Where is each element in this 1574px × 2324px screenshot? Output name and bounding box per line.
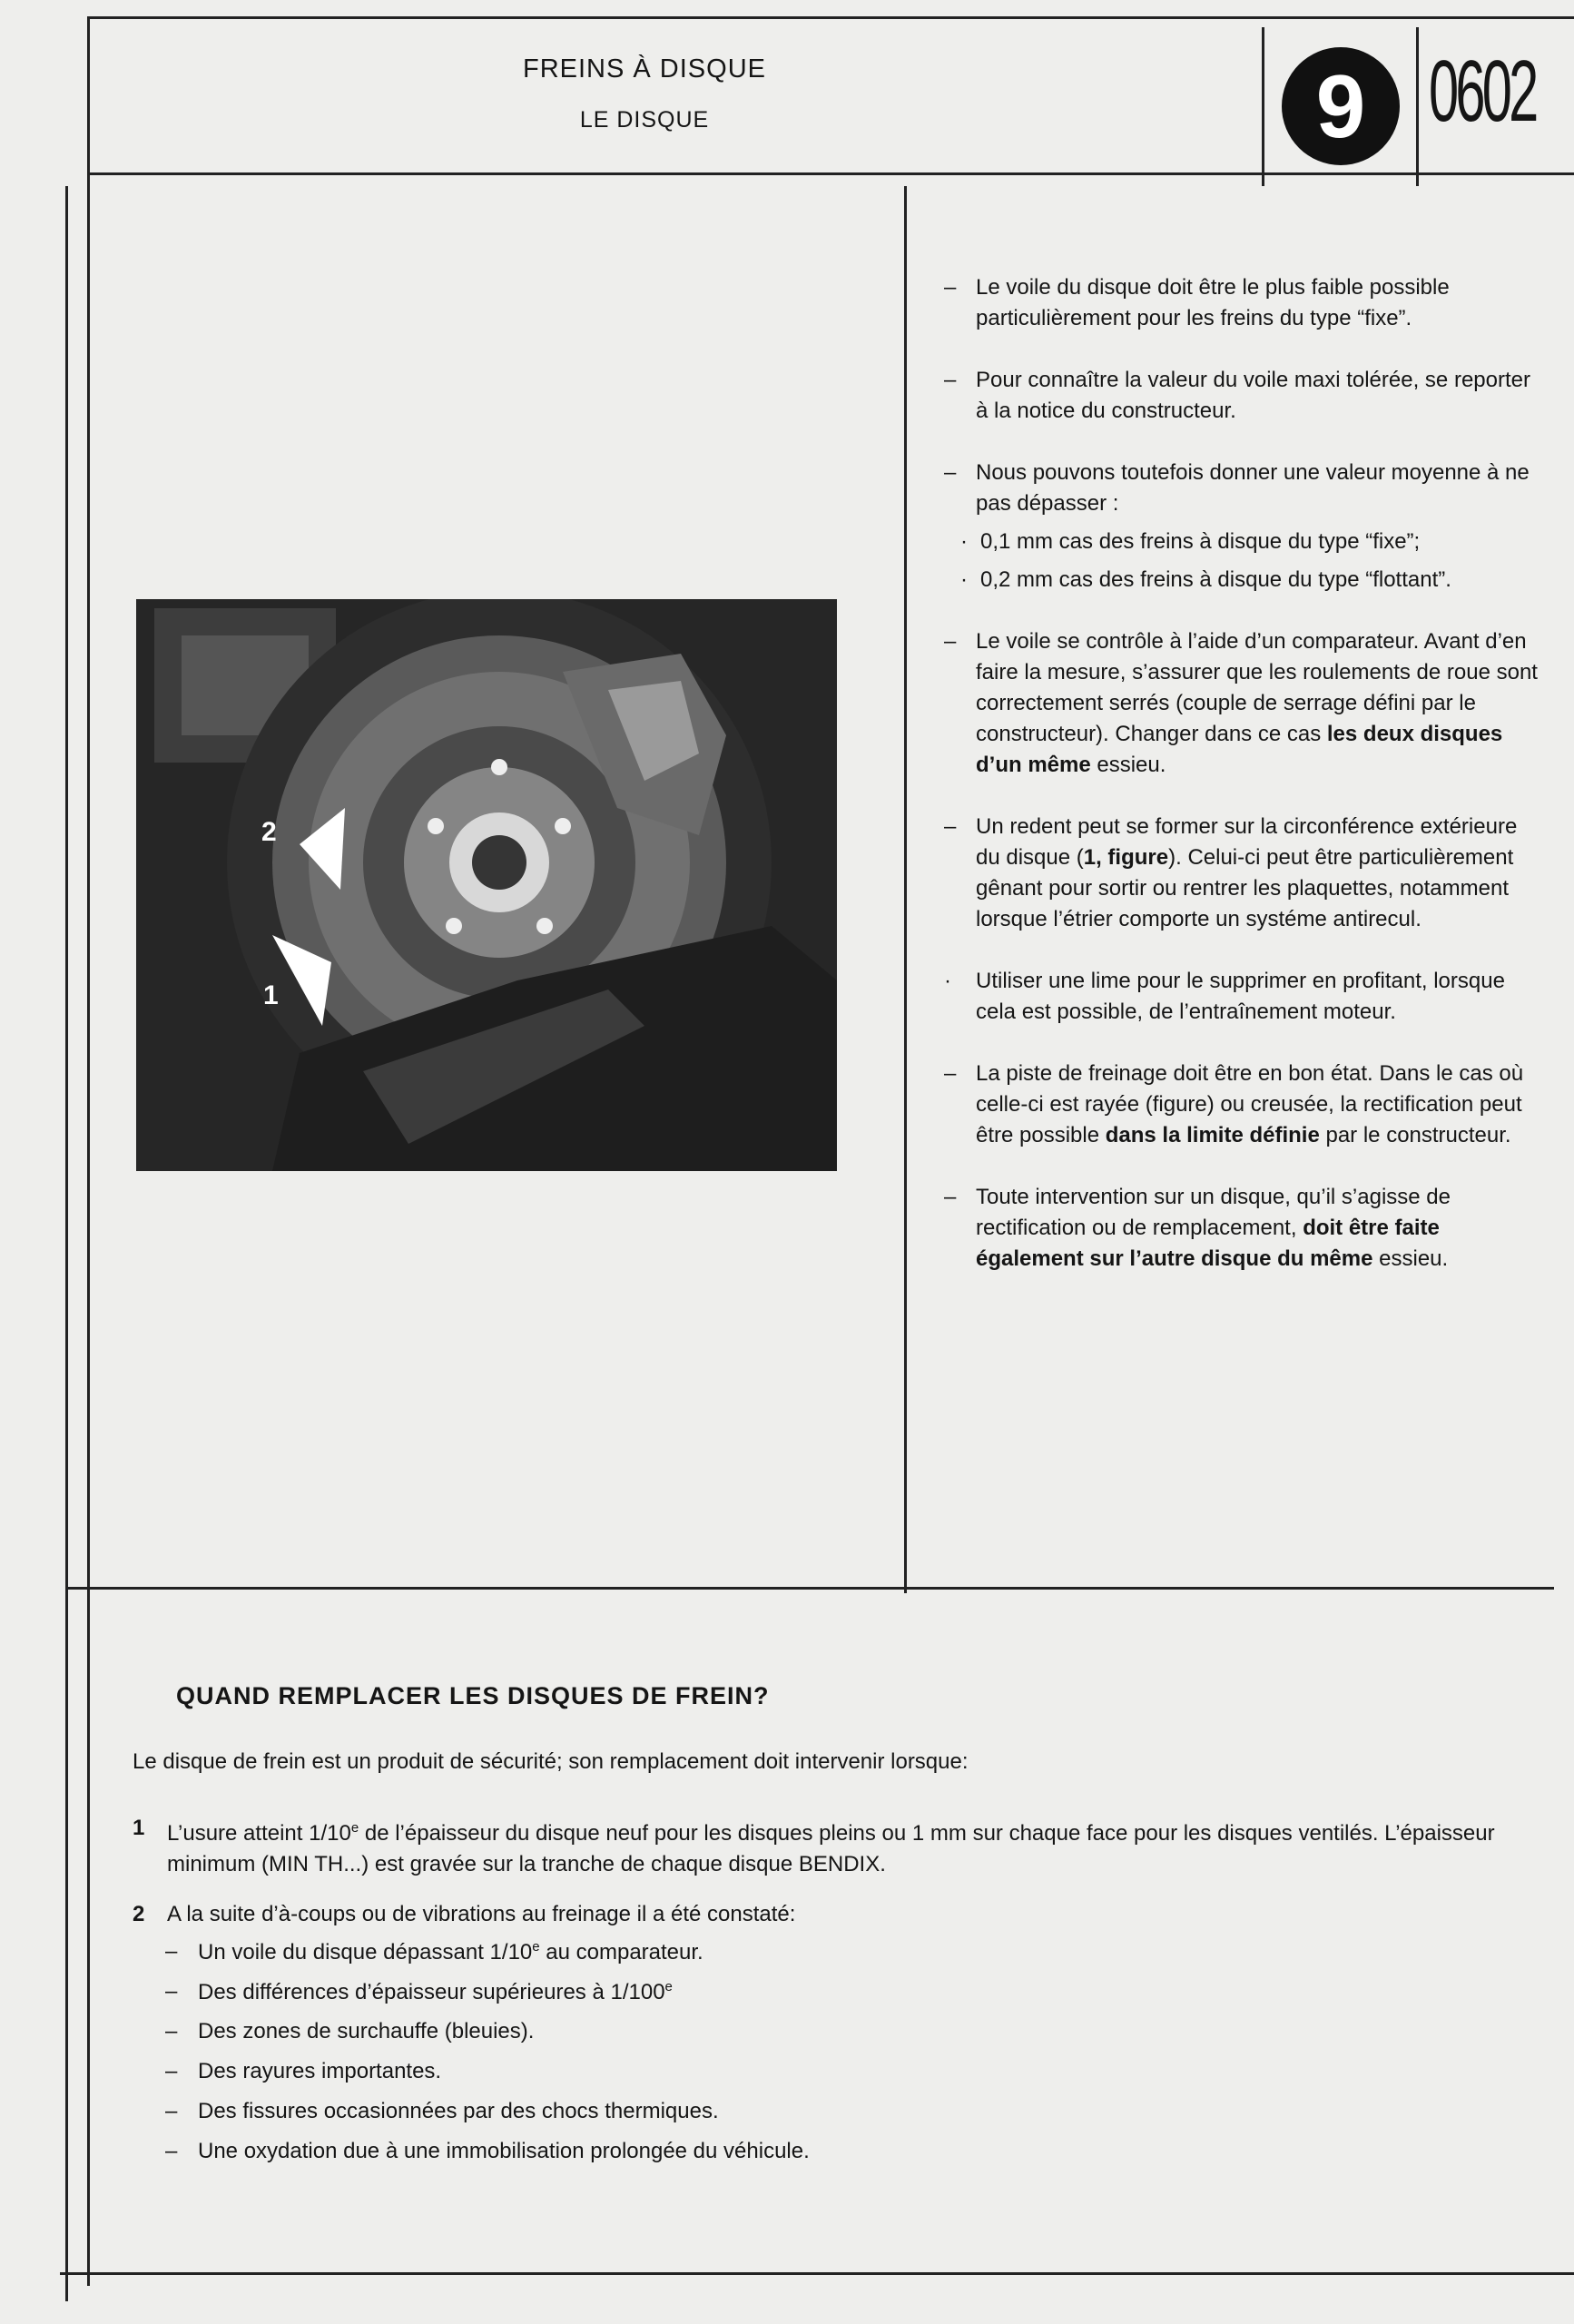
list-item	[165, 2019, 810, 2059]
list-text-end: au comparateur.	[539, 1940, 703, 1965]
dash-bullet: –	[165, 2059, 178, 2083]
dash-bullet: –	[944, 1185, 957, 1209]
item-number: 1	[133, 1816, 145, 1840]
list-text: Des zones de surchauffe (bleuies).	[198, 2019, 535, 2043]
paragraph-bold: 1, figure	[1083, 845, 1169, 870]
dot-bullet: ·	[960, 529, 968, 554]
paragraph-tail: essieu.	[1097, 753, 1166, 777]
dot-bullet: ·	[944, 969, 951, 993]
symptom-list	[165, 1939, 810, 2179]
list-item	[165, 2099, 810, 2139]
paragraph-bold: les deux disques d’un même	[976, 722, 1503, 777]
list-item	[944, 1059, 1543, 1151]
paragraph-text: Un redent peut se former sur la circonférence extérieure du disque (	[976, 814, 1518, 870]
superscript: e	[350, 1820, 359, 1836]
section-number-badge: 9	[1282, 47, 1400, 165]
section-intro: Le disque de frein est un produit de sécurité; son remplacement doit intervenir lorsque:	[133, 1749, 969, 1774]
paragraph-text: La piste de freinage doit être en bon état. Dans le cas où celle-ci est rayée (figure) ou creusée, la rectification peut être possible	[976, 1061, 1524, 1147]
dash-bullet: –	[165, 2019, 178, 2043]
paragraph-tail: ). Celui-ci peut être particulièrement gênant pour sortir ou rentrer les plaquettes, notamment lorsque l’étrier comporte un systéme antirecul.	[976, 845, 1514, 931]
paragraph-tail: essieu.	[1379, 1246, 1449, 1271]
header-divider	[87, 172, 1574, 175]
left-column-border	[65, 186, 68, 2301]
list-text	[198, 1939, 703, 1979]
list-item	[944, 812, 1543, 935]
paragraph-text: Le voile se contrôle à l’aide d’un comparateur. Avant d’en faire la mesure, s’assurer que les roulements de roue sont correctement serrés (couple de serrage défini par le constructeur). Changer dans ce cas	[976, 629, 1538, 746]
list-text-start: Un voile du disque dépassant 1/10	[198, 1940, 533, 1965]
column-divider	[904, 186, 907, 1593]
list-item	[944, 527, 1543, 557]
header-code-separator	[1416, 27, 1419, 186]
list-text: Des fissures occasionnées par des chocs thermiques.	[198, 2099, 719, 2123]
item-number: 2	[133, 1902, 145, 1926]
item-text-end: de l’épaisseur du disque neuf pour les disques pleins ou 1 mm sur chaque face pour les disques ventilés. L’épaisseur minimum (MIN TH...) est gravée sur la tranche de chaque disque BENDIX.	[167, 1821, 1495, 1876]
header-badge-separator	[1262, 27, 1264, 186]
paragraph-text: 0,2 mm cas des freins à disque du type “flottant”.	[980, 567, 1451, 592]
paragraph-text: Toute intervention sur un disque, qu’il s’agisse de rectification ou de remplacement,	[976, 1185, 1451, 1240]
list-text: Une oxydation due à une immobilisation prolongée du véhicule.	[198, 2139, 810, 2163]
list-item	[165, 2139, 810, 2179]
paragraph-text: Le voile du disque doit être le plus faible possible particulièrement pour les freins du type “fixe”.	[976, 275, 1450, 330]
dot-bullet: ·	[960, 567, 968, 592]
paragraph-text: Utiliser une lime pour le supprimer en profitant, lorsque cela est possible, de l’entraînement moteur.	[976, 969, 1505, 1024]
paragraph-text: Pour connaître la valeur du voile maxi tolérée, se reporter à la notice du constructeur.	[976, 368, 1530, 423]
numbered-item-2	[133, 1899, 1521, 1930]
list-item	[165, 1979, 810, 2019]
numbered-item-1	[133, 1813, 1521, 1880]
list-item	[165, 2059, 810, 2099]
section-divider	[65, 1587, 1554, 1590]
paragraph-tail: par le constructeur.	[1325, 1123, 1511, 1147]
brake-disc-illustration	[136, 599, 837, 1171]
dash-bullet: –	[944, 460, 957, 485]
page-title: FREINS À DISQUE	[523, 54, 766, 84]
dash-bullet: –	[944, 629, 957, 654]
paragraph-bold: dans la limite définie	[1105, 1123, 1320, 1147]
paragraph-text: 0,1 mm cas des freins à disque du type “fixe”;	[980, 529, 1421, 554]
list-item	[944, 565, 1543, 596]
dash-bullet: –	[944, 275, 957, 300]
paragraph-bold: doit être faite également sur l’autre disque du même	[976, 1216, 1440, 1271]
item-text	[133, 1813, 1521, 1880]
list-item	[944, 966, 1543, 1028]
dash-bullet: –	[165, 2139, 178, 2163]
photo-label-2: 2	[261, 817, 277, 847]
list-item	[944, 272, 1543, 334]
dash-bullet: –	[944, 368, 957, 392]
dash-bullet: –	[165, 2099, 178, 2123]
list-item	[165, 1939, 810, 1979]
item-text-start: L’usure atteint 1/10	[167, 1821, 351, 1846]
dash-bullet: –	[165, 1939, 178, 1964]
brake-disc-photo	[136, 599, 837, 1171]
list-item	[944, 365, 1543, 427]
superscript: e	[664, 1979, 673, 1994]
bottom-border	[60, 2272, 1574, 2275]
paragraph-text: Nous pouvons toutefois donner une valeur moyenne à ne pas dépasser :	[976, 460, 1530, 516]
photo-label-1: 1	[263, 980, 279, 1010]
superscript: e	[532, 1939, 540, 1955]
list-text-start: Des différences d’épaisseur supérieures à 1/100	[198, 1980, 665, 2004]
list-item	[944, 458, 1543, 519]
dash-bullet: –	[944, 814, 957, 839]
right-column-text	[944, 272, 1543, 1305]
list-item	[944, 1182, 1543, 1275]
section-heading: QUAND REMPLACER LES DISQUES DE FREIN?	[176, 1682, 770, 1709]
list-item	[944, 626, 1543, 781]
dash-bullet: –	[944, 1061, 957, 1086]
list-text: Des rayures importantes.	[198, 2059, 442, 2083]
item-text: A la suite d’à-coups ou de vibrations au freinage il a été constaté:	[167, 1902, 796, 1926]
page-code: 0602	[1429, 43, 1536, 140]
page-subtitle: LE DISQUE	[579, 107, 710, 133]
dash-bullet: –	[165, 1979, 178, 2004]
list-text	[198, 1979, 673, 2019]
